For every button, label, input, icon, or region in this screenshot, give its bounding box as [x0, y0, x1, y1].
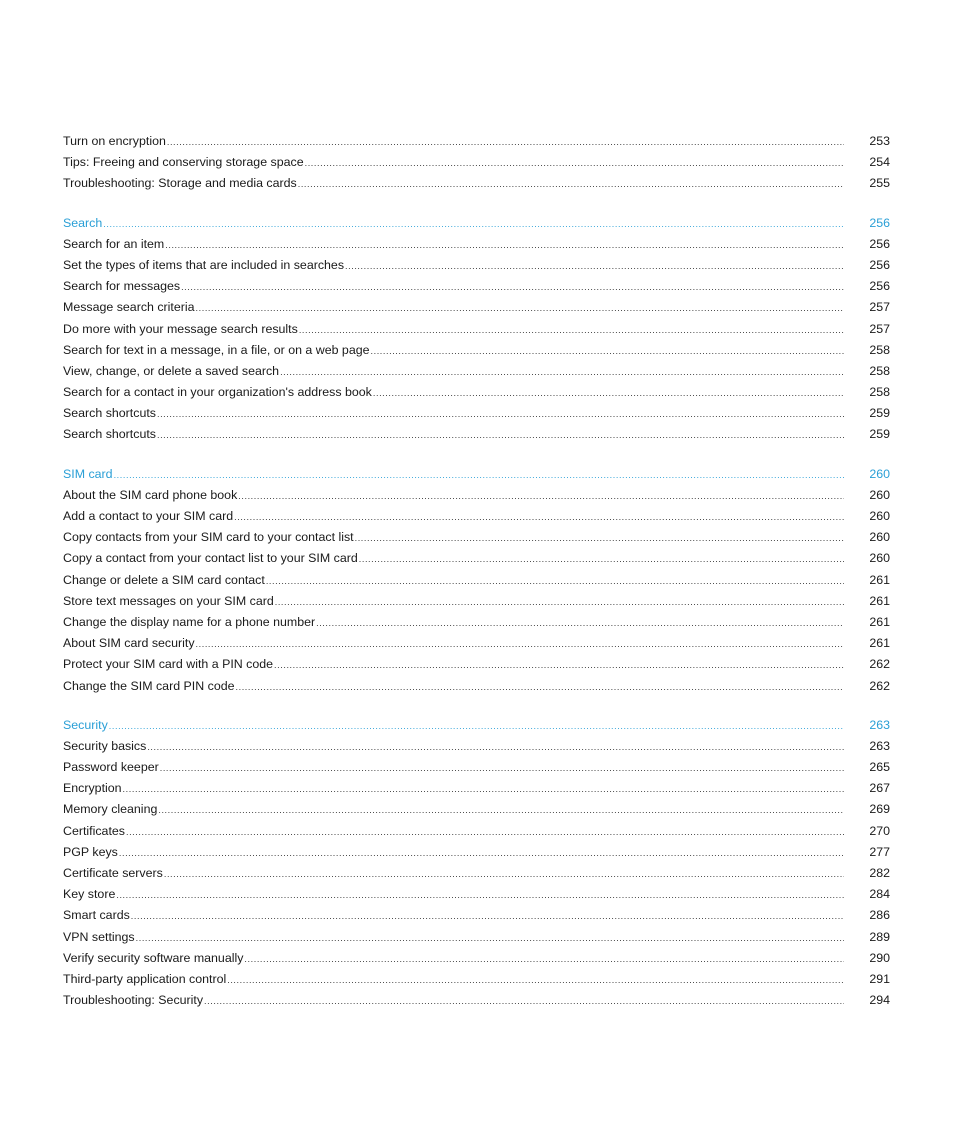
- toc-section: [63, 213, 890, 446]
- toc-entry[interactable]: [63, 633, 890, 654]
- section-heading-title: SIM card: [63, 466, 113, 481]
- page-number: 282: [869, 866, 890, 880]
- page-number: 260: [869, 551, 890, 566]
- toc-entry[interactable]: [63, 340, 890, 361]
- dot-leader: [316, 613, 844, 634]
- page-number: 255: [869, 176, 890, 191]
- dot-leader: [196, 298, 844, 319]
- entry-title: Certificate servers: [63, 866, 163, 880]
- entry-title: Search for messages: [63, 279, 181, 294]
- page-number: 263: [869, 717, 890, 732]
- entry-title: Encryption: [63, 781, 122, 796]
- toc-entry[interactable]: [63, 821, 890, 842]
- page-number: 269: [869, 802, 890, 817]
- dot-leader: [355, 528, 844, 549]
- dot-leader: [181, 277, 844, 298]
- toc-entry[interactable]: [63, 424, 890, 445]
- page-number: 259: [869, 406, 890, 421]
- dot-leader: [147, 737, 844, 758]
- page-number: 258: [869, 385, 890, 400]
- page-number: 260: [869, 530, 890, 545]
- page-number: 294: [869, 993, 890, 1008]
- page-number: 254: [869, 155, 890, 170]
- entry-title: Troubleshooting: Security: [63, 993, 204, 1008]
- entry-title: Memory cleaning: [63, 802, 158, 817]
- dot-leader: [236, 677, 845, 698]
- toc-entry[interactable]: [63, 863, 890, 884]
- page-number: 261: [869, 614, 890, 629]
- toc-entry[interactable]: [63, 382, 890, 403]
- page-number: 262: [869, 657, 890, 672]
- page-number: 258: [869, 342, 890, 357]
- section-heading-title: Search: [63, 215, 103, 230]
- toc-entry[interactable]: [63, 778, 890, 799]
- entry-title: Smart cards: [63, 908, 130, 923]
- entry-title: Search shortcuts: [63, 427, 156, 442]
- page-number: 253: [869, 134, 890, 148]
- page-number: 256: [869, 257, 890, 272]
- entry-title: Change the SIM card PIN code: [63, 678, 235, 693]
- dot-leader: [114, 465, 844, 486]
- entry-title: View, change, or delete a saved search: [63, 363, 280, 378]
- toc-entry[interactable]: [63, 612, 890, 633]
- dot-leader: [238, 486, 844, 507]
- dot-leader: [126, 822, 844, 843]
- section-heading-title: Security: [63, 717, 108, 732]
- toc-entry[interactable]: [63, 948, 890, 969]
- page-number: 262: [869, 678, 890, 693]
- page-number: 261: [869, 572, 890, 587]
- dot-leader: [123, 779, 844, 800]
- dot-leader: [345, 256, 844, 277]
- dot-leader: [274, 655, 844, 676]
- dot-leader: [119, 843, 844, 864]
- entry-title: Search shortcuts: [63, 406, 156, 421]
- toc-entry[interactable]: [63, 654, 890, 675]
- page-number: 261: [869, 636, 890, 651]
- page-number: 284: [869, 887, 890, 902]
- dot-leader: [136, 928, 844, 949]
- toc-entry[interactable]: [63, 234, 890, 255]
- dot-leader: [371, 341, 845, 362]
- page-number: 256: [869, 279, 890, 294]
- toc-entry[interactable]: [63, 403, 890, 424]
- page-number: 286: [869, 908, 890, 923]
- entry-title: Message search criteria: [63, 300, 195, 315]
- toc-section-heading[interactable]: [63, 464, 890, 485]
- dot-leader: [359, 549, 844, 570]
- dot-leader: [244, 949, 844, 970]
- entry-title: Search for an item: [63, 236, 165, 251]
- page-number: 256: [869, 215, 890, 230]
- entry-title: Copy contacts from your SIM card to your contact list: [63, 530, 354, 545]
- toc-section-heading[interactable]: [63, 715, 890, 736]
- page-number: 263: [869, 738, 890, 753]
- page-number: 259: [869, 427, 890, 442]
- entry-title: Set the types of items that are included in searches: [63, 257, 345, 272]
- page-number: 265: [869, 760, 890, 775]
- toc-entry[interactable]: [63, 591, 890, 612]
- entry-title: About SIM card security: [63, 636, 195, 651]
- toc-section: [63, 715, 890, 1012]
- dot-leader: [165, 235, 844, 256]
- page-number: 258: [869, 363, 890, 378]
- toc-entry[interactable]: [63, 319, 890, 340]
- dot-leader: [164, 864, 844, 885]
- entry-title: Troubleshooting: Storage and media cards: [63, 176, 297, 191]
- dot-leader: [196, 634, 844, 655]
- toc-entry[interactable]: [63, 361, 890, 382]
- page-number: 277: [869, 844, 890, 859]
- toc-entry[interactable]: [63, 799, 890, 820]
- toc-entry[interactable]: [63, 485, 890, 506]
- entry-title: Turn on encryption: [63, 134, 166, 148]
- entry-title: About the SIM card phone book: [63, 487, 238, 502]
- entry-title: Certificates: [63, 823, 125, 838]
- toc-entry[interactable]: [63, 548, 890, 569]
- dot-leader: [109, 716, 844, 737]
- toc-entry[interactable]: [63, 570, 890, 591]
- dot-leader: [103, 214, 844, 235]
- dot-leader: [160, 758, 844, 779]
- toc-entry[interactable]: [63, 736, 890, 757]
- toc-entry[interactable]: [63, 506, 890, 527]
- toc-entry[interactable]: [63, 255, 890, 276]
- entry-title: Change the display name for a phone number: [63, 614, 316, 629]
- entry-title: Security basics: [63, 738, 147, 753]
- dot-leader: [204, 991, 844, 1012]
- toc-entry[interactable]: [63, 131, 890, 152]
- toc-entry[interactable]: [63, 905, 890, 926]
- table-of-contents: [63, 131, 890, 1011]
- entry-title: Do more with your message search results: [63, 321, 298, 336]
- toc-entry[interactable]: [63, 757, 890, 778]
- toc-entry[interactable]: [63, 276, 890, 297]
- entry-title: Change or delete a SIM card contact: [63, 572, 265, 587]
- page-number: 260: [869, 466, 890, 481]
- dot-leader: [116, 885, 844, 906]
- entry-title: VPN settings: [63, 929, 135, 944]
- toc-entry[interactable]: [63, 676, 890, 697]
- toc-section: [63, 131, 890, 195]
- page-number: 257: [869, 321, 890, 336]
- toc-section-heading[interactable]: [63, 213, 890, 234]
- dot-leader: [227, 970, 844, 991]
- entry-title: PGP keys: [63, 844, 118, 859]
- page-number: 256: [869, 236, 890, 251]
- dot-leader: [234, 507, 844, 528]
- dot-leader: [157, 425, 844, 446]
- page-number: 261: [869, 593, 890, 608]
- dot-leader: [280, 362, 844, 383]
- toc-section: [63, 464, 890, 697]
- toc-entry[interactable]: [63, 527, 890, 548]
- entry-title: Search for text in a message, in a file, or on a web page: [63, 342, 370, 357]
- entry-title: Add a contact to your SIM card: [63, 509, 234, 523]
- dot-leader: [158, 800, 844, 821]
- toc-entry[interactable]: [63, 297, 890, 318]
- dot-leader: [167, 132, 844, 153]
- page-number: 267: [869, 781, 890, 796]
- entry-title: Third-party application control: [63, 971, 227, 986]
- page-number: 270: [869, 823, 890, 838]
- toc-entry[interactable]: [63, 969, 890, 990]
- entry-title: Tips: Freeing and conserving storage space: [63, 155, 304, 170]
- toc-entry[interactable]: [63, 990, 890, 1011]
- dot-leader: [299, 320, 844, 341]
- entry-title: Verify security software manually: [63, 950, 244, 965]
- toc-entry[interactable]: [63, 842, 890, 863]
- dot-leader: [298, 174, 844, 195]
- toc-entry[interactable]: [63, 152, 890, 173]
- page-number: 290: [869, 950, 890, 965]
- dot-leader: [157, 404, 844, 425]
- entry-title: Protect your SIM card with a PIN code: [63, 657, 274, 672]
- page-number: 291: [869, 971, 890, 986]
- entry-title: Copy a contact from your contact list to your SIM card: [63, 551, 358, 566]
- page-number: 260: [869, 487, 890, 502]
- entry-title: Key store: [63, 887, 116, 902]
- dot-leader: [305, 153, 844, 174]
- entry-title: Search for a contact in your organization's address book: [63, 385, 372, 400]
- dot-leader: [266, 571, 844, 592]
- dot-leader: [275, 592, 844, 613]
- toc-entry[interactable]: [63, 884, 890, 905]
- page-number: 257: [869, 300, 890, 315]
- entry-title: Password keeper: [63, 760, 159, 775]
- dot-leader: [131, 906, 844, 927]
- toc-entry[interactable]: [63, 173, 890, 194]
- dot-leader: [373, 383, 844, 404]
- page-number: 289: [869, 929, 890, 944]
- toc-entry[interactable]: [63, 927, 890, 948]
- page-number: 260: [869, 509, 890, 523]
- entry-title: Store text messages on your SIM card: [63, 593, 274, 608]
